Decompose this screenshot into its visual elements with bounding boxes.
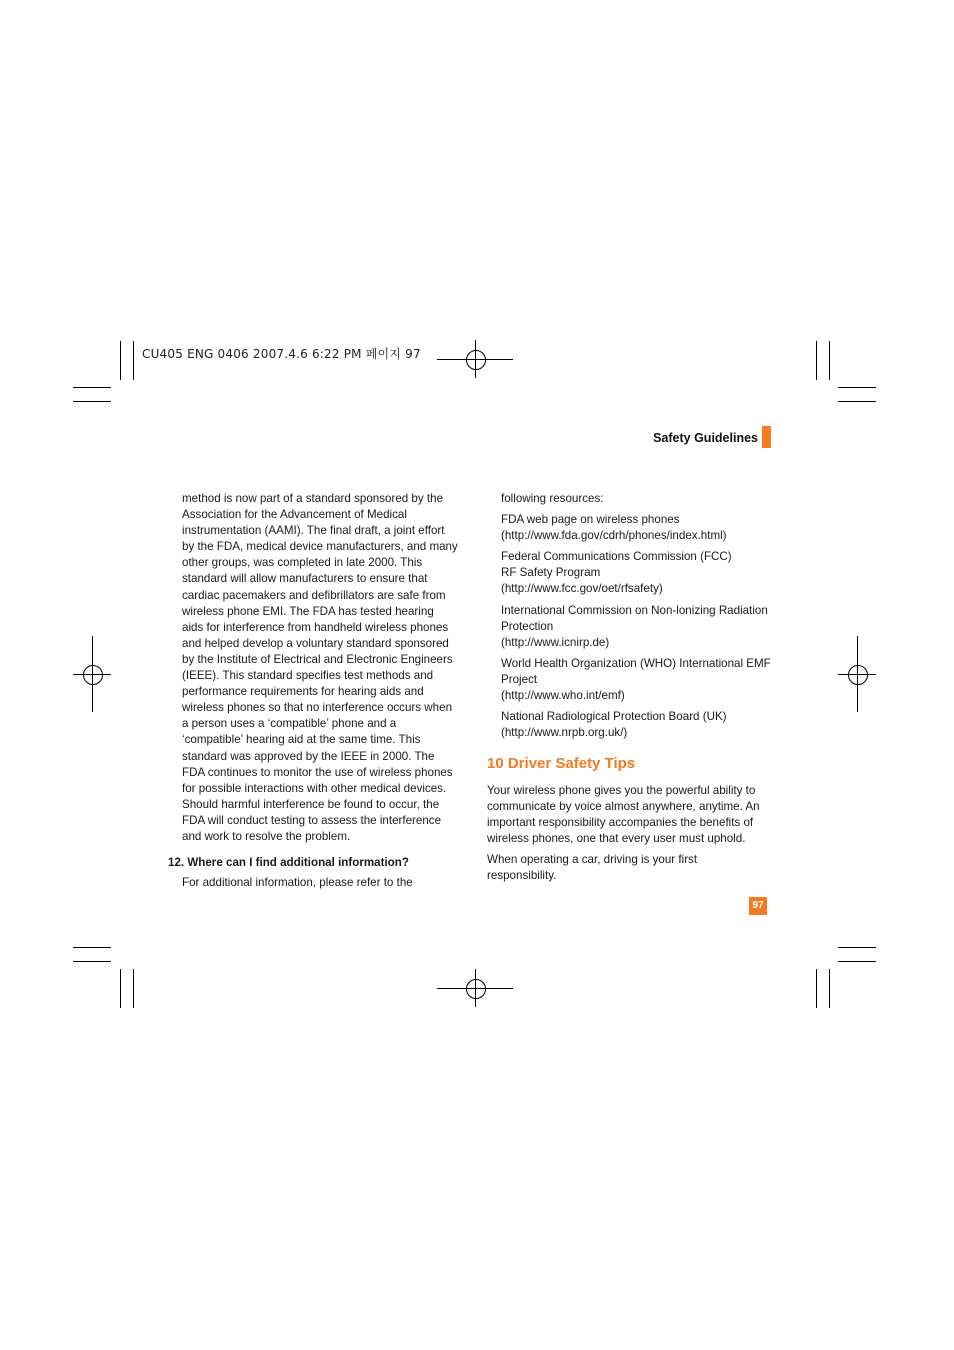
section-paragraph: Your wireless phone gives you the powerful ability to communicate by voice almost anywhere, anytime. An important responsibility accompanies the benefits of wireless phones, one that every user must uphold. [487,784,760,846]
section-title: 10 Driver Safety Tips [487,755,636,772]
crop-mark [120,341,121,380]
resource-item [501,656,773,704]
resource-name: FDA web page on wireless phones [501,513,680,527]
crop-mark [73,387,111,388]
registration-circle [848,665,868,685]
registration-circle [466,979,486,999]
page-number: 97 [749,897,767,915]
question-heading: 12. Where can I find additional information? [168,856,409,869]
body-paragraph: method is now part of a standard sponsored by the Association for the Advancement of Medical instrumentation (AAMI). The final draft, a joint effort by the FDA, medical device manufacturers, and many other groups, was completed in late 2000. This standard will allow manufacturers to ensure that cardiac pacemakers and defibrillators are safe from wireless phone EMI. The FDA has tested hearing aids for interference from handheld wireless phones and helped develop a voluntary standard sponsored by the Institute of Electrical and Electronic Engineers (IEEE). This standard specifies test methods and performance requirements for hearing aids and wireless phones so that no interference occurs when a person uses a ‘compatible’ phone and a ‘compatible’ hearing aid at the same time. This standard was approved by the IEEE in 2000. The FDA continues to monitor the use of wireless phones for possible interactions with other medical devices. Should harmful interference be found to occur, the FDA will conduct testing to assess the interference and work to resolve the problem. [182,492,458,843]
question-body: For additional information, please refer to the [182,876,413,889]
resource-name: National Radiological Protection Board (UK) [501,710,727,724]
running-header-title: Safety Guidelines [653,431,758,445]
resource-url: (http://www.icnirp.de) [501,635,610,649]
crop-mark [838,401,876,402]
resource-item [501,709,781,741]
print-slug: CU405 ENG 0406 2007.4.6 6:22 PM 페이지 97 [142,347,421,361]
crop-mark [829,969,830,1008]
crop-mark [73,947,111,948]
crop-mark [816,341,817,380]
crop-mark [838,387,876,388]
crop-mark [133,969,134,1008]
section-paragraph: When operating a car, driving is your first responsibility. [487,853,698,883]
resource-url: (http://www.fda.gov/cdrh/phones/index.html) [501,529,727,543]
resource-item [501,603,773,651]
crop-mark [73,401,111,402]
section-body [487,783,772,885]
resources-list [501,491,781,741]
header-accent-bar [762,426,771,448]
registration-circle [466,350,486,370]
resource-url: (http://www.who.int/emf) [501,689,625,703]
crop-mark [816,969,817,1008]
crop-mark [133,341,134,380]
crop-mark [838,947,876,948]
resource-name: Federal Communications Commission (FCC) RF Safety Program [501,550,732,580]
resource-name: International Commission on Non-lonizing Radiation Protection [501,603,768,633]
resources-intro: following resources: [501,492,604,505]
resource-name: World Health Organization (WHO) International EMF Project [501,656,771,686]
left-column [182,491,458,845]
registration-circle [83,665,103,685]
crop-mark [73,961,111,962]
crop-mark [120,969,121,1008]
resource-item [501,549,746,597]
resource-item [501,512,781,544]
resource-url: (http://www.fcc.gov/oet/rfsafety) [501,582,663,596]
crop-mark [838,961,876,962]
crop-mark [829,341,830,380]
resource-url: (http://www.nrpb.org.uk/) [501,726,628,740]
